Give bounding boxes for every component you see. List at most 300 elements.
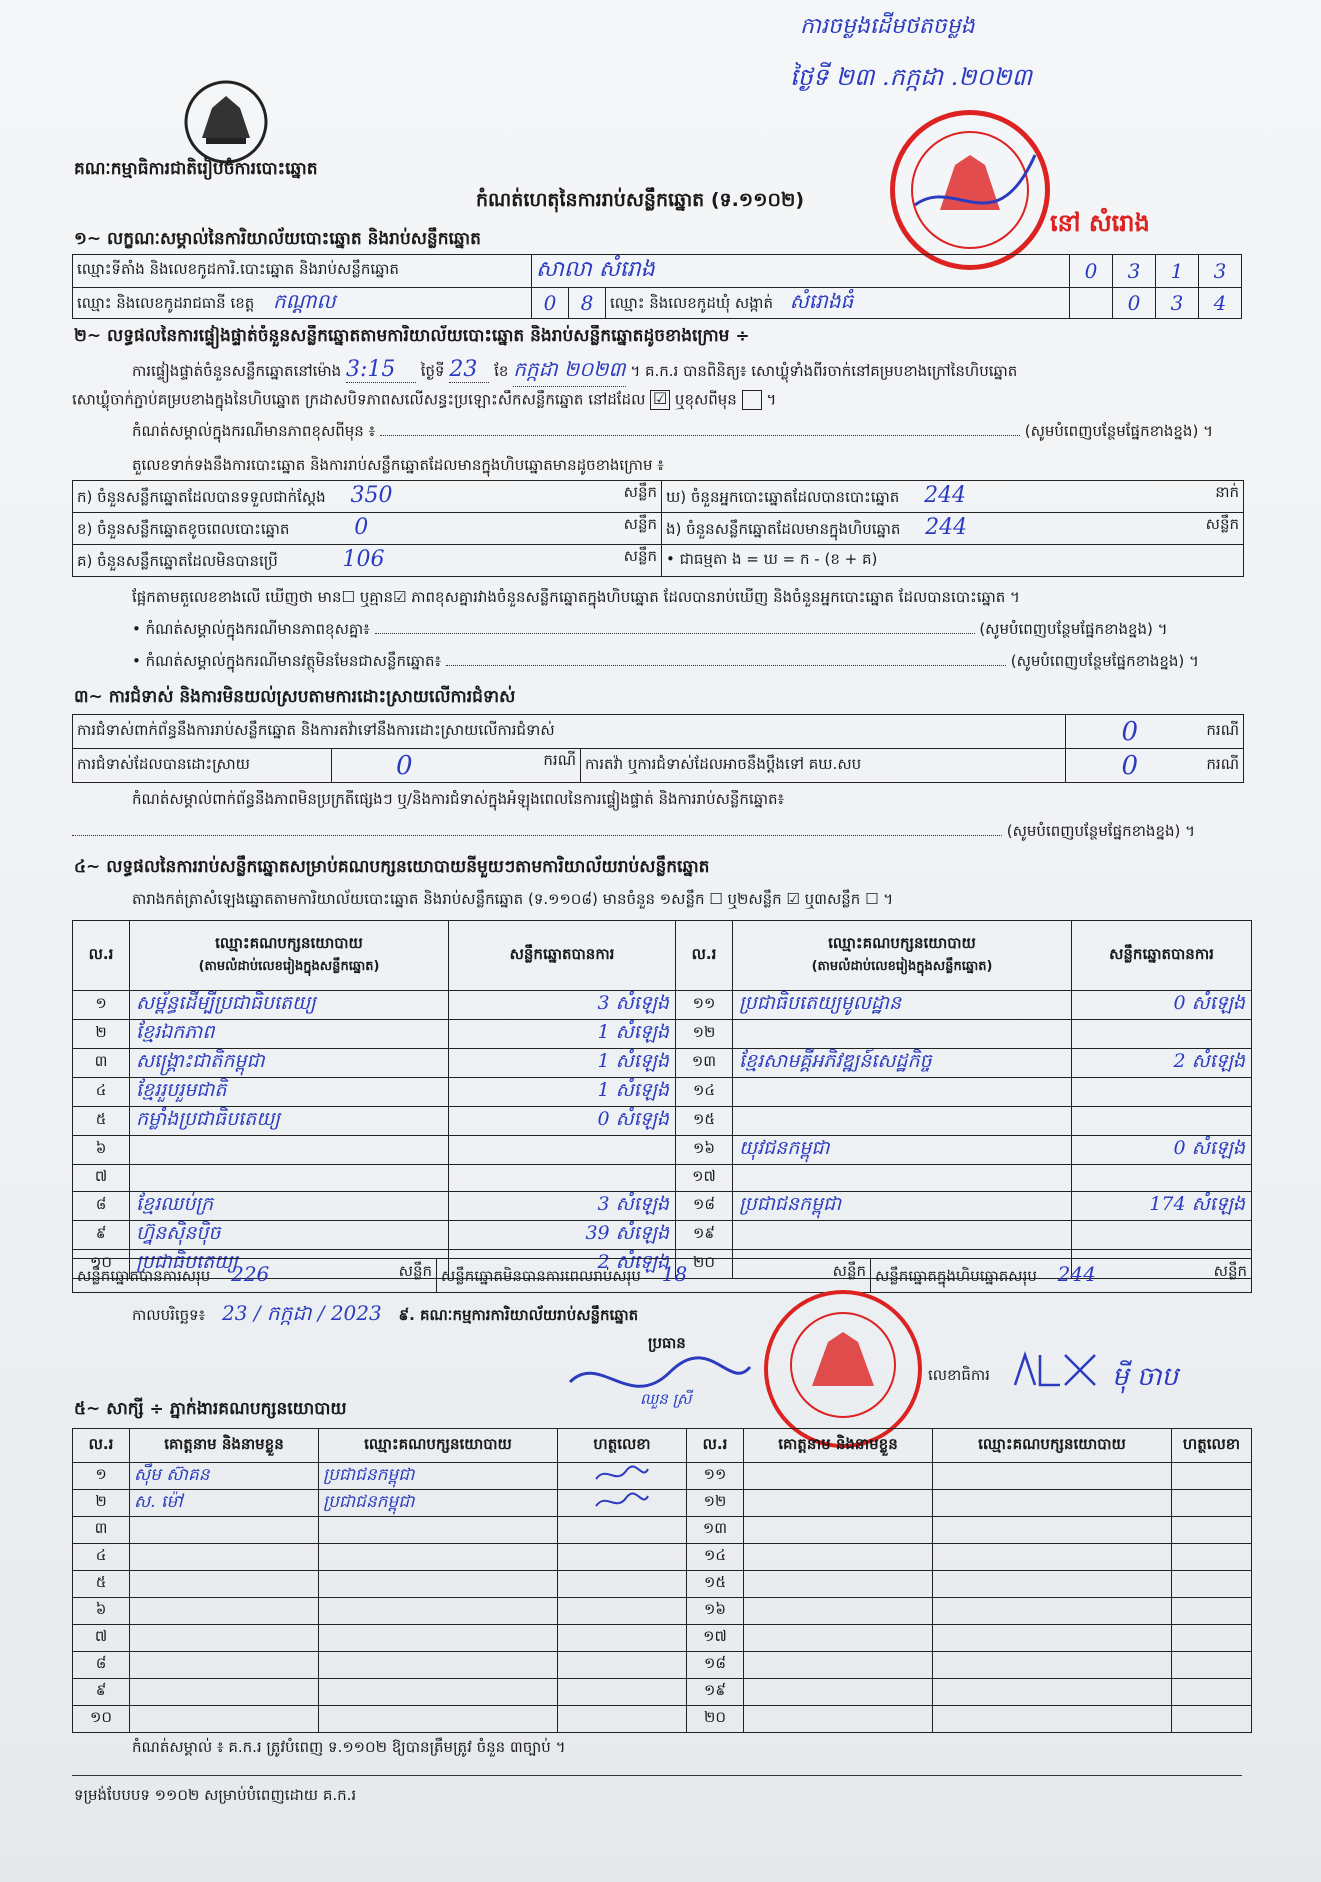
party-votes: [449, 1165, 676, 1192]
party-votes: 3 សំឡេង: [449, 1191, 676, 1220]
code-digit: 3: [1113, 255, 1156, 288]
table-row: [73, 1625, 1252, 1652]
committee-name: គណៈកម្មាធិការជាតិរៀបចំការបោះឆ្នោត: [74, 159, 318, 179]
official-stamp-top: [890, 110, 1050, 270]
location-value: សាលា សំរោង: [532, 255, 1070, 288]
total-invalid-cell: [437, 1259, 871, 1293]
verify-suffix: ។ គ.ក.រ បានពិនិត្យ៖ សោឃ្លុំទាំងពីរចាក់នៅគម្របខាងក្រៅនៃហិបឆ្នោត: [630, 362, 1018, 380]
numbers-intro: តួលេខទាក់ទងនឹងការបោះឆ្នោត និងការរាប់សន្លឹកឆ្នោតដែលមានក្នុងហិបឆ្នោតមានដូចខាងក្រោម ៖: [132, 456, 664, 474]
witness-signature: [1172, 1517, 1252, 1544]
table-row: [73, 1517, 1252, 1544]
verify-prefix: ការផ្ទៀងផ្ទាត់ចំនួនសន្លឹកឆ្នោតនៅម៉ោង: [132, 362, 342, 380]
witness-name: [130, 1598, 319, 1625]
row-number: ១១: [676, 991, 733, 1020]
irregularity-dots: [72, 822, 1252, 844]
col-votes: សន្លឹកឆ្នោតបានការ: [449, 921, 676, 991]
date-label: កាលបរិច្ឆេទ៖: [132, 1306, 206, 1324]
witness-name: [744, 1490, 933, 1517]
table-row: [73, 1078, 1252, 1107]
row-number: ៧: [73, 1165, 130, 1192]
difference-line: ផ្អែកតាមតួលេខខាងលើ ឃើញថា មាន☐ ឬគ្មាន☑ ភាពខុសគ្នារវាងចំនួនសន្លឹកឆ្នោតក្នុងហិបឆ្នោត ដែលបានរាប់ឃើញ និងចំនួនអ្នកបោះឆ្នោត ដែលបានបោះឆ្នោត ។: [132, 588, 1020, 606]
table-row: [73, 1544, 1252, 1571]
party-votes: [449, 1136, 676, 1165]
verify-line2: សោឃ្លុំចាក់ភ្ជាប់គម្របខាងក្នុងនៃហិបឆ្នោត ក្រដាសបិទភាពសលើសន្ធះប្រឡោះសឹកសន្លឹកឆ្នោត នៅដដែល ☑ ឬខុសពីមុន ។: [72, 389, 777, 409]
party-votes: [1072, 1020, 1252, 1049]
table-row: [73, 1220, 1252, 1249]
section4-heading: ៤~ លទ្ធផលនៃការរាប់សន្លឹកឆ្នោតសម្រាប់គណបក្សនយោបាយនីមួយៗតាមការិយាល័យរាប់សន្លឹកឆ្នោត: [74, 857, 710, 877]
row-number: ៥: [73, 1107, 130, 1136]
section2-heading: ២~ លទ្ធផលនៃការផ្ទៀងផ្ទាត់ចំនួនសន្លឹកឆ្នោតតាមការិយាល័យបោះឆ្នោត និងរាប់សន្លឹកឆ្នោតដូចខាងក្រោម ÷: [74, 326, 750, 346]
unit: សន្លឹក: [398, 1262, 432, 1280]
witness-name: [130, 1571, 319, 1598]
numbers-label: ង) ចំនួនសន្លឹកឆ្នោតដែលមានក្នុងហិបឆ្នោត: [666, 520, 901, 538]
ballot-numbers-table: [72, 480, 1244, 577]
party-votes: 174 សំឡេង: [1072, 1191, 1252, 1220]
party-votes: 0 សំឡេង: [1072, 991, 1252, 1020]
note-label: កំណត់សម្គាល់ក្នុងករណីមានភាពខុសពីមុន ៖: [132, 422, 376, 440]
witness-signature: [558, 1679, 687, 1706]
unit: ករណី: [543, 750, 576, 769]
verify-line1: [132, 356, 1252, 387]
witness-party: [933, 1625, 1172, 1652]
col-party: ឈ្មោះគណបក្សនយោបាយ: [319, 1429, 558, 1463]
witness-name: ស៊ឹម ស៊ាគន: [130, 1463, 319, 1490]
col-party-sub: (តាមលំដាប់លេខរៀងក្នុងសន្លឹកឆ្នោត): [811, 959, 993, 974]
note-line: [132, 422, 1252, 444]
party-name: ខ្មែរឯកភាព: [130, 1020, 449, 1049]
witness-name: ស. ម៉ៅ: [130, 1490, 319, 1517]
witness-signature: [1172, 1652, 1252, 1679]
verify-month-label: ខែ: [494, 362, 509, 380]
col-sign: ហត្ថលេខា: [558, 1429, 687, 1463]
party-votes: [1072, 1165, 1252, 1192]
secretary-label: លេខាធិការ: [928, 1366, 990, 1384]
resolved-cell: [332, 749, 581, 783]
received-value: 350: [350, 483, 393, 508]
row-number: ៨: [73, 1191, 130, 1220]
total-valid-label: សន្លឹកឆ្នោតបានការសរុប: [77, 1267, 211, 1285]
witness-table: [72, 1428, 1252, 1733]
official-stamp-bottom: [764, 1290, 922, 1448]
witness-name: [744, 1625, 933, 1652]
top-note-line2: ថ្ងៃទី ២៣ .កក្កដា .២០២៣: [790, 63, 1033, 91]
table-row: [73, 1049, 1252, 1078]
row-number: ១៦: [687, 1598, 744, 1625]
numbers-label: ខ) ចំនួនសន្លឹកឆ្នោតខូចពេលបោះឆ្នោត: [77, 520, 290, 538]
bullet1-dots: [375, 633, 975, 634]
witness-signature: [558, 1598, 687, 1625]
col-no: ល.រ: [687, 1429, 744, 1463]
party-votes: [1072, 1107, 1252, 1136]
verify-time: 3:15: [346, 357, 416, 383]
unit: ករណី: [1194, 749, 1244, 783]
code-spacer: [1070, 288, 1113, 319]
unused-value: 106: [342, 547, 385, 572]
location-label: ឈ្មោះទីតាំង និងលេខកូដការិ.បោះឆ្នោត និងរាប់សន្លឹកឆ្នោត: [73, 255, 532, 288]
party-name: ប្រជាធិបតេយ្យ: [130, 1249, 449, 1278]
unit: សន្លឹក: [623, 483, 657, 501]
party-name: សម្ព័ន្ធដើម្បីប្រជាធិបតេយ្យ: [130, 991, 449, 1020]
voters-value: 244: [924, 483, 967, 508]
results-body: [73, 991, 1252, 1279]
party-votes: 39 សំឡេង: [449, 1220, 676, 1249]
section1-table: [72, 254, 1242, 319]
witness-name: [744, 1598, 933, 1625]
party-name: សង្គ្រោះជាតិកម្ពុជា: [130, 1049, 449, 1078]
witness-party: [933, 1679, 1172, 1706]
code-digit: 8: [569, 288, 606, 319]
witness-signature: [558, 1706, 687, 1733]
numbers-label: ក) ចំនួនសន្លឹកឆ្នោតដែលបានទទួលជាក់ស្តែង: [77, 488, 326, 506]
witness-party: [933, 1598, 1172, 1625]
col-party: [733, 921, 1072, 991]
section5-heading: ៥~ សាក្សី ÷ ភ្នាក់ងារគណបក្សនយោបាយ: [74, 1399, 347, 1419]
table-row: [73, 1107, 1252, 1136]
party-name: [733, 1078, 1072, 1107]
section1-heading: ១~ លក្ខណៈសម្គាល់នៃការិយាល័យបោះឆ្នោត និងរាប់សន្លឹកឆ្នោត: [74, 229, 481, 249]
province-value: កណ្តាល: [273, 289, 336, 313]
table-row: [73, 991, 1252, 1020]
note-hint: (សូមបំពេញបន្ថែមផ្នែកខាងខ្នង) ។: [1024, 422, 1213, 440]
table-row: [73, 481, 1244, 513]
witness-signature: [1172, 1490, 1252, 1517]
table-row: [73, 1165, 1252, 1192]
code-digit: 3: [1199, 255, 1242, 288]
changed-checkbox: [742, 390, 762, 410]
objection-table: [72, 714, 1244, 783]
table-row: [73, 1259, 1252, 1293]
row-number: ២០: [676, 1249, 733, 1278]
province-cell: [73, 288, 532, 319]
col-party-sub: (តាមលំដាប់លេខរៀងក្នុងសន្លឹកឆ្នោត): [198, 959, 380, 974]
col-no: ល.រ: [73, 921, 130, 991]
witness-name: [130, 1544, 319, 1571]
row-number: ១៣: [676, 1049, 733, 1078]
witness-name: [744, 1652, 933, 1679]
party-votes: 2 សំឡេង: [449, 1249, 676, 1278]
row-number: ៤: [73, 1544, 130, 1571]
signature-mark: [592, 1463, 652, 1485]
row-number: ១៥: [676, 1107, 733, 1136]
totals-table: [72, 1258, 1252, 1293]
party-name: ខ្មែររួបរួមជាតិ: [130, 1078, 449, 1107]
party-name: ប្រជាធិបតេយ្យមូលដ្ឋាន: [733, 991, 1072, 1020]
party-votes: 1 សំឡេង: [449, 1020, 676, 1049]
irregularity-note: កំណត់សម្គាល់ពាក់ព័ន្ធនឹងភាពមិនប្រក្រតីផ្សេងៗ ឬ/និងការជំទាស់ក្នុងអំឡុងពេលនៃការផ្ទៀងផ្ទាត់ និងការរាប់សន្លឹកឆ្នោត៖: [132, 790, 785, 808]
form-code: ទម្រង់បែបបទ ១១០២ សម្រាប់បំពេញដោយ គ.ក.រ: [74, 1786, 357, 1804]
witness-party: [319, 1517, 558, 1544]
commune-value: សំរោងធំ: [789, 289, 854, 313]
unit: សន្លឹក: [623, 515, 657, 533]
witness-party: [933, 1571, 1172, 1598]
witness-signature: [1172, 1463, 1252, 1490]
total-invalid: 18: [661, 1262, 688, 1286]
objection-label: ការជំទាស់ពាក់ព័ន្ធនឹងការរាប់សន្លឹកឆ្នោត និងការតវ៉ាទៅនឹងការដោះស្រាយលើការជំទាស់: [73, 715, 1066, 749]
party-votes: [1072, 1220, 1252, 1249]
footnote: កំណត់សម្គាល់ ៖ គ.ក.រ ត្រូវបំពេញ ទ.១១០២ ឱ្យបានត្រឹមត្រូវ ចំនួន ៣ច្បាប់ ។: [132, 1738, 566, 1756]
verify-line2-text: សោឃ្លុំចាក់ភ្ជាប់គម្របខាងក្នុងនៃហិបឆ្នោត ក្រដាសបិទភាពសលើសន្ធះប្រឡោះសឹកសន្លឹកឆ្នោត នៅដដែល: [72, 390, 646, 409]
party-name: [733, 1020, 1072, 1049]
col-party: ឈ្មោះគណបក្សនយោបាយ: [933, 1429, 1172, 1463]
party-name: ប្រជាជនកម្ពុជា: [733, 1191, 1072, 1220]
row-number: ១៤: [687, 1544, 744, 1571]
row-number: ១២: [676, 1020, 733, 1049]
row-number: ២: [73, 1490, 130, 1517]
secretary-name: ម៉ី ចាប: [1112, 1362, 1179, 1392]
row-number: ១១: [687, 1463, 744, 1490]
unit: សន្លឹក: [832, 1262, 866, 1280]
verify-month: កក្កដា ២០២៣: [513, 356, 625, 387]
table-row: [73, 1706, 1252, 1733]
section3-heading: ៣~ ការជំទាស់ និងការមិនយល់ស្របតាមការដោះស្រាយលើការជំទាស់: [74, 687, 516, 707]
table-row: [73, 715, 1244, 749]
witness-party: [319, 1571, 558, 1598]
party-name: [130, 1136, 449, 1165]
row-number: ៧: [73, 1625, 130, 1652]
witness-signature: [1172, 1625, 1252, 1652]
verify-line2-tail: ឬខុសពីមុន: [674, 390, 737, 409]
header-row: [73, 1429, 1252, 1463]
witness-name: [744, 1517, 933, 1544]
witness-name: [744, 1544, 933, 1571]
total-box: 244: [1057, 1262, 1096, 1286]
witness-name: [130, 1652, 319, 1679]
witness-name: [744, 1706, 933, 1733]
secretary-signature: [1010, 1350, 1100, 1390]
chair-name: ឈួន ស្រី: [640, 1390, 692, 1408]
row-number: ១៥: [687, 1571, 744, 1598]
table-row: [73, 545, 1244, 577]
numbers-cell: [73, 481, 662, 513]
header-row: [73, 921, 1252, 991]
col-no: ល.រ: [73, 1429, 130, 1463]
party-votes: 2 សំឡេង: [1072, 1049, 1252, 1078]
party-name: [130, 1165, 449, 1192]
witness-party: [933, 1463, 1172, 1490]
appeal-count: 0: [1065, 749, 1194, 783]
code-digit: 0: [1070, 255, 1113, 288]
witness-name: [130, 1679, 319, 1706]
witness-party: [933, 1517, 1172, 1544]
witness-party: [933, 1544, 1172, 1571]
total-invalid-label: សន្លឹកឆ្នោតមិនបានការពេលរាប់សរុប: [441, 1267, 641, 1285]
unit: សន្លឹក: [1213, 1262, 1247, 1280]
witness-party: [319, 1598, 558, 1625]
code-digit: 1: [1156, 255, 1199, 288]
row-number: ១០: [73, 1249, 130, 1278]
section4-intro: តារាងកត់ត្រាសំឡេងឆ្នោតតាមការិយាល័យបោះឆ្នោត និងរាប់សន្លឹកឆ្នោត (ទ.១១០៨) មានចំនួន ១សន្លឹក ☐ ឬ២សន្លឹក ☑ ឬ៣សន្លឹក ☐ ។: [132, 890, 894, 908]
party-name: យុវជនកម្ពុជា: [733, 1136, 1072, 1165]
witness-signature: [558, 1571, 687, 1598]
witness-signature: [1172, 1679, 1252, 1706]
commune-cell: [606, 288, 1070, 319]
date-value: 23 / កក្កដា / 2023: [222, 1301, 382, 1325]
witness-signature: [1172, 1598, 1252, 1625]
party-name: ខ្មែរឈប់ក្រ: [130, 1191, 449, 1220]
office-label: ៩. គណៈកម្មការការិយាល័យរាប់សន្លឹកឆ្នោត: [398, 1306, 639, 1324]
row-number: ១២: [687, 1490, 744, 1517]
table-row: [73, 1020, 1252, 1049]
row-number: ១៧: [687, 1625, 744, 1652]
verify-day-label: ថ្ងៃទី: [420, 362, 445, 380]
witness-signature: [558, 1463, 687, 1490]
numbers-label: គ) ចំនួនសន្លឹកឆ្នោតដែលមិនបានប្រើ: [77, 552, 278, 570]
witness-party: [933, 1706, 1172, 1733]
row-number: ១: [73, 1463, 130, 1490]
bullet1-label: • កំណត់សម្គាល់ក្នុងករណីមានភាពខុសគ្នា៖: [132, 620, 370, 638]
page-title: កំណត់ហេតុនៃការរាប់សន្លឹកឆ្នោត (ទ.១១០២): [476, 189, 805, 211]
unit: ករណី: [1194, 715, 1244, 749]
code-digit: 4: [1199, 288, 1242, 319]
row-number: ៩: [73, 1220, 130, 1249]
bullet1-hint: (សូមបំពេញបន្ថែមផ្នែកខាងខ្នង) ។: [979, 620, 1168, 638]
witness-name: [130, 1706, 319, 1733]
witness-signature: [558, 1490, 687, 1517]
code-digit: 0: [532, 288, 569, 319]
witness-name: [130, 1625, 319, 1652]
table-row: [73, 1136, 1252, 1165]
formula-note: • ជាធម្មតា ង = ឃ = ក - (ខ + គ): [662, 545, 1244, 577]
resolved-count: 0: [396, 750, 413, 781]
party-votes: 0 សំឡេង: [449, 1107, 676, 1136]
witness-party: ប្រជាជនកម្ពុជា: [319, 1490, 558, 1517]
bullet-difference: [132, 620, 1252, 642]
table-row: [73, 1490, 1252, 1517]
col-party: [130, 921, 449, 991]
party-votes: 1 សំឡេង: [449, 1049, 676, 1078]
row-number: ៣: [73, 1517, 130, 1544]
appeal-label: ការតវ៉ា ឬការជំទាស់ដែលអាចនឹងប្តឹងទៅ គឃ.សប: [581, 749, 1066, 783]
witness-signature: [558, 1517, 687, 1544]
table-row: [73, 513, 1244, 545]
red-location-label: នៅ សំរោង: [1050, 209, 1150, 237]
party-votes: 0 សំឡេង: [1072, 1136, 1252, 1165]
row-number: ១៧: [676, 1165, 733, 1192]
col-name: គោត្តនាម និងនាមខ្លួន: [130, 1429, 319, 1463]
witness-party: [933, 1652, 1172, 1679]
table-row: [73, 1598, 1252, 1625]
row-number: ៣: [73, 1049, 130, 1078]
col-party-label: ឈ្មោះគណបក្សនយោបាយ: [215, 934, 363, 952]
witness-name: [744, 1679, 933, 1706]
witness-signature: [558, 1625, 687, 1652]
numbers-cell: [73, 545, 662, 577]
party-name: កម្លាំងប្រជាធិបតេយ្យ: [130, 1107, 449, 1136]
witness-body: [73, 1463, 1252, 1733]
row-number: ១៤: [676, 1078, 733, 1107]
spoiled-value: 0: [354, 515, 369, 540]
party-votes: 1 សំឡេង: [449, 1078, 676, 1107]
row-number: ១: [73, 991, 130, 1020]
note-dots: [380, 435, 1020, 436]
total-box-label: សន្លឹកឆ្នោតក្នុងហិបឆ្នោតសរុប: [875, 1267, 1037, 1285]
angkor-emblem-icon: [182, 78, 270, 166]
row-number: ១៩: [676, 1220, 733, 1249]
total-valid-cell: [73, 1259, 437, 1293]
table-row: [73, 1463, 1252, 1490]
witness-party: [319, 1679, 558, 1706]
commune-label: ឈ្មោះ និងលេខកូដឃុំ សង្កាត់: [610, 294, 773, 312]
row-number: ១៦: [676, 1136, 733, 1165]
verify-day: 23: [449, 357, 489, 383]
col-votes: សន្លឹកឆ្នោតបានការ: [1072, 921, 1252, 991]
unit: នាក់: [1215, 483, 1239, 501]
party-votes: 3 សំឡេង: [449, 991, 676, 1020]
code-digit: 3: [1156, 288, 1199, 319]
witness-signature: [1172, 1544, 1252, 1571]
row-number: ៦: [73, 1598, 130, 1625]
party-name: [733, 1220, 1072, 1249]
party-results-table: [72, 920, 1252, 1279]
row-number: ២: [73, 1020, 130, 1049]
row-number: ៥: [73, 1571, 130, 1598]
bullet2-hint: (សូមបំពេញបន្ថែមផ្នែកខាងខ្នង) ។: [1010, 652, 1199, 670]
party-name: [733, 1165, 1072, 1192]
table-row: [73, 749, 1244, 783]
col-name: គោត្តនាម និងនាមខ្លួន: [744, 1429, 933, 1463]
col-no: ល.រ: [676, 921, 733, 991]
witness-name: [130, 1517, 319, 1544]
witness-party: [933, 1490, 1172, 1517]
province-label: ឈ្មោះ និងលេខកូដរាជធានី ខេត្ត: [77, 294, 255, 312]
bullet2-dots: [446, 665, 1006, 666]
party-name: [733, 1107, 1072, 1136]
witness-party: [319, 1652, 558, 1679]
row-number: ១០: [73, 1706, 130, 1733]
row-number: ១៨: [676, 1191, 733, 1220]
footer-divider: [72, 1775, 1242, 1776]
witness-signature: [558, 1652, 687, 1679]
code-digit: 0: [1113, 288, 1156, 319]
table-row: [73, 1679, 1252, 1706]
row-number: ១៨: [687, 1652, 744, 1679]
table-row: [73, 1652, 1252, 1679]
numbers-cell: [662, 481, 1244, 513]
party-name: ហ្វ៊ុនស៊ិនប៉ិច: [130, 1220, 449, 1249]
top-note-line1: ការចម្លងដើមថតចម្លង: [800, 14, 975, 39]
witness-party: [319, 1544, 558, 1571]
total-valid: 226: [231, 1262, 270, 1286]
witness-signature: [558, 1544, 687, 1571]
witness-name: [744, 1463, 933, 1490]
col-sign: ហត្ថលេខា: [1172, 1429, 1252, 1463]
witness-signature: [1172, 1571, 1252, 1598]
witness-party: [319, 1625, 558, 1652]
irregularity-hint: (សូមបំពេញបន្ថែមផ្នែកខាងខ្នង) ។: [1006, 822, 1196, 840]
row-number: ៩: [73, 1679, 130, 1706]
total-box-cell: [871, 1259, 1252, 1293]
witness-party: [319, 1706, 558, 1733]
row-number: ១៩: [687, 1679, 744, 1706]
witness-name: [744, 1571, 933, 1598]
bullet2-label: • កំណត់សម្គាល់ក្នុងករណីមានវត្ថុមិនមែនជាសន្លឹកឆ្នោត៖: [132, 652, 442, 670]
col-party-label: ឈ្មោះគណបក្សនយោបាយ: [828, 934, 976, 952]
inbox-value: 244: [925, 515, 968, 540]
chair-label: ប្រធាន: [648, 1334, 686, 1352]
date-line: [132, 1300, 638, 1330]
numbers-cell: [662, 513, 1244, 545]
objection-count: 0: [1065, 715, 1194, 749]
row-number: ៤: [73, 1078, 130, 1107]
row-number: ១៣: [687, 1517, 744, 1544]
table-row: [73, 1191, 1252, 1220]
numbers-cell: [73, 513, 662, 545]
row-number: ២០: [687, 1706, 744, 1733]
row-number: ៨: [73, 1652, 130, 1679]
table-row: [73, 1571, 1252, 1598]
party-name: ខ្មែរសាមគ្គីអភិវឌ្ឍន៍សេដ្ឋកិច្ច: [733, 1049, 1072, 1078]
numbers-label: ឃ) ចំនួនអ្នកបោះឆ្នោតដែលបានបោះឆ្នោត: [666, 488, 900, 506]
